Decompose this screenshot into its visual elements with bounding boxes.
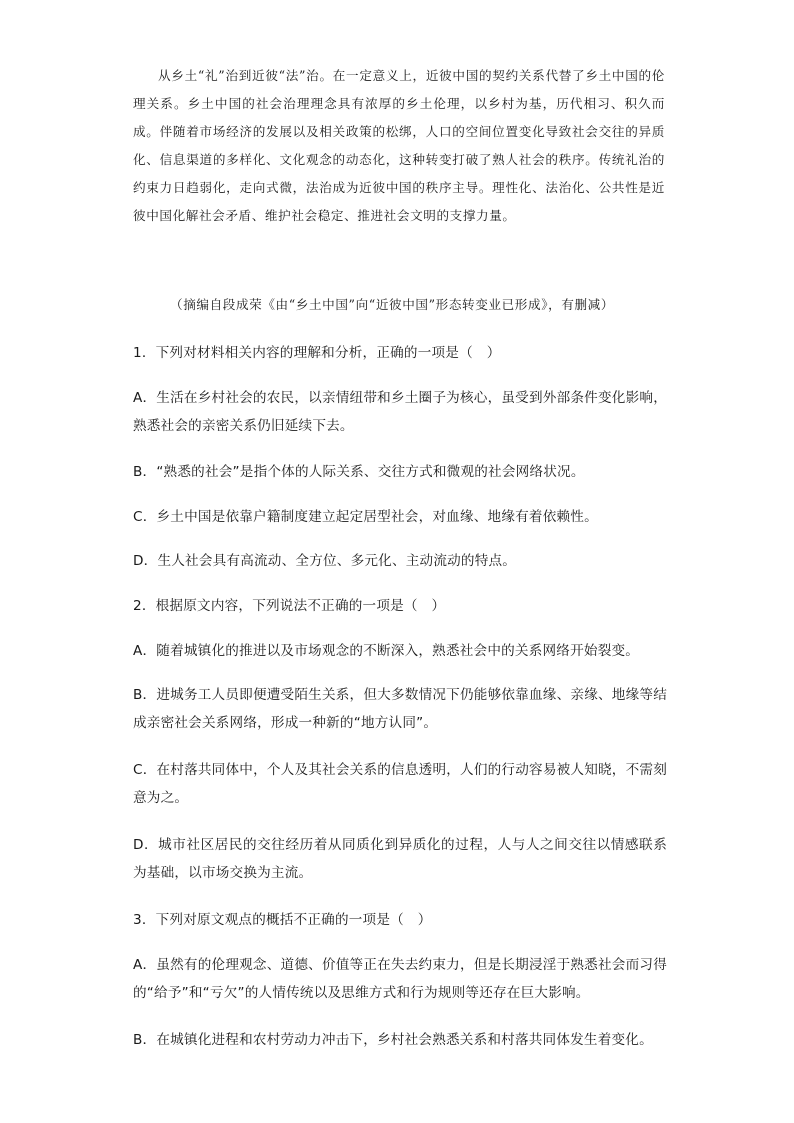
question-3-option-b: B．在城镇化进程和农村劳动力冲击下，乡村社会熟悉关系和村落共同体发生着变化。 <box>133 1032 653 1048</box>
passage-source: （摘编自段成荣《由“乡土中国”向“近彼中国”形态转变业已形成》，有删减） <box>170 297 615 312</box>
question-1-option-b: B．“熟悉的社会”是指个体的人际关系、交往方式和微观的社会网络状况。 <box>133 464 585 480</box>
question-2-stem: 2．根据原文内容，下列说法不正确的一项是（ ） <box>133 598 446 614</box>
passage-paragraph: 从乡土“礼”治到近彼“法”治。在一定意义上，近彼中国的契约关系代替了乡土中国的伦理关系。乡土中国的社会治理理念具有浓厚的乡土伦理，以乡村为基，历代相习、积久而成。伴随着市场经济的发展以及相关政策的松绑，人口的空间位置变化导致社会交往的异质化、信息渠道的多样化、文化观念的动态化，这种转变打破了熟人社会的秩序。传统礼治的约束力日趋弱化，走向式微，法治成为近彼中国的秩序主导。理性化、法治化、公共性是近彼中国化解社会矛盾、维护社会稳定、推进社会文明的支撑力量。 <box>133 68 665 223</box>
question-2-option-c: C．在村落共同体中，个人及其社会关系的信息透明，人们的行动容易被人知晓，不需刻意为之。 <box>133 762 667 806</box>
question-1-stem: 1．下列对材料相关内容的理解和分析，正确的一项是（ ） <box>133 345 501 361</box>
question-1-option-a: A．生活在乡村社会的农民，以亲情纽带和乡土圈子为核心，虽受到外部条件变化影响，熟悉社会的亲密关系仍旧延续下去。 <box>133 390 667 434</box>
question-2-option-a: A．随着城镇化的推进以及市场观念的不断深入，熟悉社会中的关系网络开始裂变。 <box>133 643 640 659</box>
question-3-stem: 3．下列对原文观点的概括不正确的一项是（ ） <box>133 912 432 928</box>
question-2-option-b: B．进城务工人员即便遭受陌生关系，但大多数情况下仍能够依靠血缘、亲缘、地缘等结成亲密社会关系网络，形成一种新的“地方认同”。 <box>133 687 667 731</box>
question-2-option-d: D．城市社区居民的交往经历着从同质化到异质化的过程，人与人之间交往以情感联系为基础，以市场交换为主流。 <box>133 837 667 881</box>
question-1-option-c: C．乡土中国是依靠户籍制度建立起定居型社会，对血缘、地缘有着依赖性。 <box>133 509 598 525</box>
question-1-option-d: D．生人社会具有高流动、全方位、多元化、主动流动的特点。 <box>133 553 517 569</box>
question-3-option-a: A．虽然有的伦理观念、道德、价值等正在失去约束力，但是长期浸淫于熟悉社会而习得的“给予”和“亏欠”的人情传统以及思维方式和行为规则等还存在巨大影响。 <box>133 957 667 1001</box>
